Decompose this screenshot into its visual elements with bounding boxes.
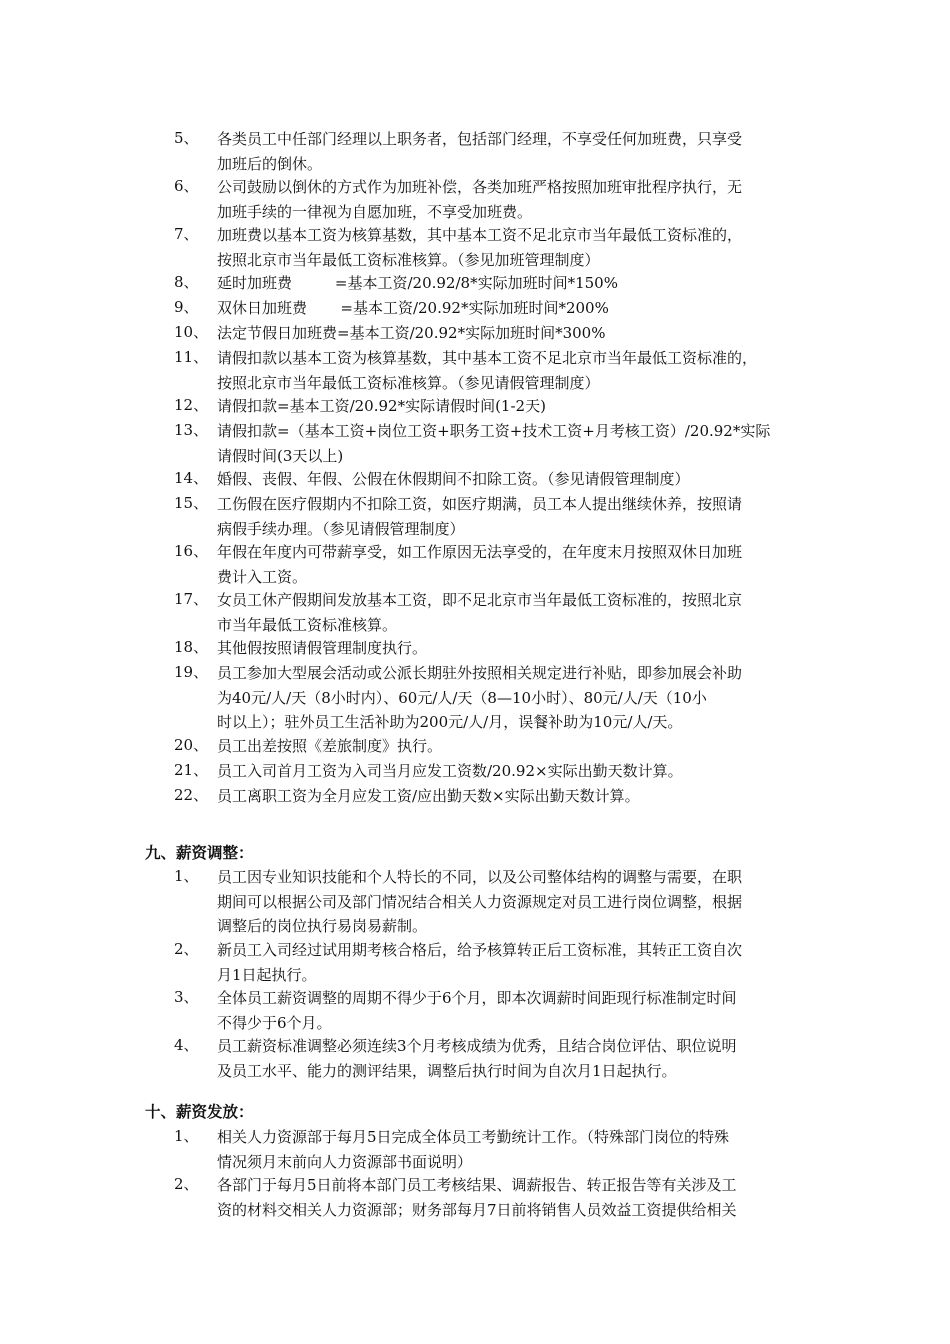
item-number: 18、 <box>174 638 209 656</box>
list-item <box>0 784 950 809</box>
item-line: 延时加班费 =基本工资/20.92/8*实际加班时间*150% <box>217 274 618 292</box>
item-line: 请假扣款=基本工资/20.92*实际请假时间(1-2天) <box>217 397 546 415</box>
item-line: 员工入司首月工资为入司当月应发工资数/20.92×实际出勤天数计算。 <box>217 762 683 780</box>
item-line: 工伤假在医疗假期内不扣除工资，如医疗期满，员工本人提出继续休养，按照请 <box>217 495 743 513</box>
section-9-heading: 九、薪资调整： <box>145 843 254 862</box>
item-number: 15、 <box>174 494 209 512</box>
item-number: 2、 <box>174 940 199 958</box>
item-number: 21、 <box>174 761 209 779</box>
item-line: 时以上）；驻外员工生活补助为200元/人/月，误餐补助为10元/人/天。 <box>217 713 683 731</box>
item-line: 其他假按照请假管理制度执行。 <box>217 639 428 657</box>
item-number: 9、 <box>174 298 199 316</box>
item-line: 各类员工中任部门经理以上职务者，包括部门经理，不享受任何加班费，只享受 <box>217 130 743 148</box>
item-line: 新员工入司经过试用期考核合格后，给予核算转正后工资标准，其转正工资自次 <box>217 941 743 959</box>
item-line: 请假时间(3天以上) <box>217 446 344 465</box>
list-item <box>0 467 950 492</box>
item-number: 16、 <box>174 542 209 560</box>
item-number: 2、 <box>174 1175 199 1193</box>
item-number: 13、 <box>174 421 209 439</box>
item-line: 员工因专业知识技能和个人特长的不同，以及公司整体结构的调整与需要，在职 <box>217 868 743 886</box>
item-number: 1、 <box>174 867 199 885</box>
item-line: 为40元/人/天（8小时内）、60元/人/天（8—10小时）、80元/人/天（10小 <box>217 688 707 707</box>
item-line: 按照北京市当年最低工资标准核算。（参见加班管理制度） <box>217 250 600 269</box>
item-line: 员工薪资标准调整必须连续3个月考核成绩为优秀，且结合岗位评估、职位说明 <box>217 1037 737 1055</box>
section-10-heading: 十、薪资发放： <box>145 1102 254 1121</box>
item-number: 17、 <box>174 590 209 608</box>
list-item <box>0 271 950 296</box>
item-line: 法定节假日加班费=基本工资/20.92*实际加班时间*300% <box>217 324 606 342</box>
item-line: 按照北京市当年最低工资标准核算。（参见请假管理制度） <box>217 373 600 392</box>
list-item <box>0 938 950 986</box>
list-item <box>0 734 950 759</box>
list-item <box>0 346 950 394</box>
list-item <box>0 1034 950 1082</box>
item-line: 请假扣款以基本工资为核算基数，其中基本工资不足北京市当年最低工资标准的， <box>217 349 758 367</box>
item-line: 期间可以根据公司及部门情况结合相关人力资源规定对员工进行岗位调整，根据 <box>217 892 743 911</box>
item-line: 加班手续的一律视为自愿加班，不享受加班费。 <box>217 202 533 221</box>
item-line: 员工离职工资为全月应发工资/应出勤天数×实际出勤天数计算。 <box>217 787 640 805</box>
list-item <box>0 223 950 271</box>
item-number: 11、 <box>174 348 209 366</box>
list-item <box>0 661 950 734</box>
item-line: 公司鼓励以倒休的方式作为加班补偿，各类加班严格按照加班审批程序执行，无 <box>217 178 743 196</box>
item-line: 全体员工薪资调整的周期不得少于6个月，即本次调薪时间距现行标准制定时间 <box>217 989 737 1007</box>
item-line: 相关人力资源部于每月5日完成全体员工考勤统计工作。（特殊部门岗位的特殊 <box>217 1128 730 1146</box>
item-number: 10、 <box>174 323 209 341</box>
list-item <box>0 419 950 467</box>
item-number: 3、 <box>174 988 199 1006</box>
item-number: 20、 <box>174 736 209 754</box>
item-line: 资的材料交相关人力资源部；财务部每月7日前将销售人员效益工资提供给相关 <box>217 1200 737 1219</box>
item-number: 6、 <box>174 177 199 195</box>
item-number: 19、 <box>174 663 209 681</box>
item-line: 员工参加大型展会活动或公派长期驻外按照相关规定进行补贴，即参加展会补助 <box>217 664 743 682</box>
list-item <box>0 540 950 588</box>
item-line: 年假在年度内可带薪享受，如工作原因无法享受的，在年度末月按照双休日加班 <box>217 543 743 561</box>
item-line: 市当年最低工资标准核算。 <box>217 615 398 634</box>
list-item <box>0 394 950 419</box>
item-line: 加班后的倒休。 <box>217 154 323 173</box>
list-item <box>0 321 950 346</box>
list-item <box>0 986 950 1034</box>
list-item <box>0 759 950 784</box>
list-item <box>0 296 950 321</box>
item-number: 14、 <box>174 469 209 487</box>
list-item <box>0 1125 950 1173</box>
section-10-list <box>0 1125 950 1221</box>
item-line: 女员工休产假期间发放基本工资，即不足北京市当年最低工资标准的，按照北京 <box>217 591 743 609</box>
list-item <box>0 1173 950 1221</box>
item-line: 病假手续办理。（参见请假管理制度） <box>217 519 465 538</box>
item-number: 5、 <box>174 129 199 147</box>
item-line: 双休日加班费 =基本工资/20.92*实际加班时间*200% <box>217 299 609 317</box>
list-item <box>0 127 950 175</box>
list-item <box>0 175 950 223</box>
list-item <box>0 492 950 540</box>
item-number: 7、 <box>174 225 199 243</box>
list-item <box>0 588 950 636</box>
item-number: 4、 <box>174 1036 199 1054</box>
item-line: 不得少于6个月。 <box>217 1013 332 1032</box>
item-line: 及员工水平、能力的测评结果，调整后执行时间为自次月1日起执行。 <box>217 1061 677 1080</box>
section-9-list <box>0 865 950 1082</box>
item-line: 加班费以基本工资为核算基数，其中基本工资不足北京市当年最低工资标准的， <box>217 226 743 244</box>
item-number: 1、 <box>174 1127 199 1145</box>
item-line: 月1日起执行。 <box>217 965 317 984</box>
item-line: 各部门于每月5日前将本部门员工考核结果、调薪报告、转正报告等有关涉及工 <box>217 1176 737 1194</box>
item-line: 费计入工资。 <box>217 567 308 586</box>
item-number: 8、 <box>174 273 199 291</box>
item-line: 调整后的岗位执行易岗易薪制。 <box>217 917 428 935</box>
item-line: 情况须月末前向人力资源部书面说明） <box>217 1152 473 1171</box>
list-item <box>0 865 950 938</box>
item-number: 12、 <box>174 396 209 414</box>
item-line: 请假扣款=（基本工资+岗位工资+职务工资+技术工资+月考核工资）/20.92*实际 <box>217 422 771 440</box>
item-line: 员工出差按照《差旅制度》执行。 <box>217 737 443 755</box>
list-item <box>0 636 950 661</box>
section-8-list <box>0 127 950 809</box>
item-number: 22、 <box>174 786 209 804</box>
item-line: 婚假、丧假、年假、公假在休假期间不扣除工资。（参见请假管理制度） <box>217 470 690 488</box>
